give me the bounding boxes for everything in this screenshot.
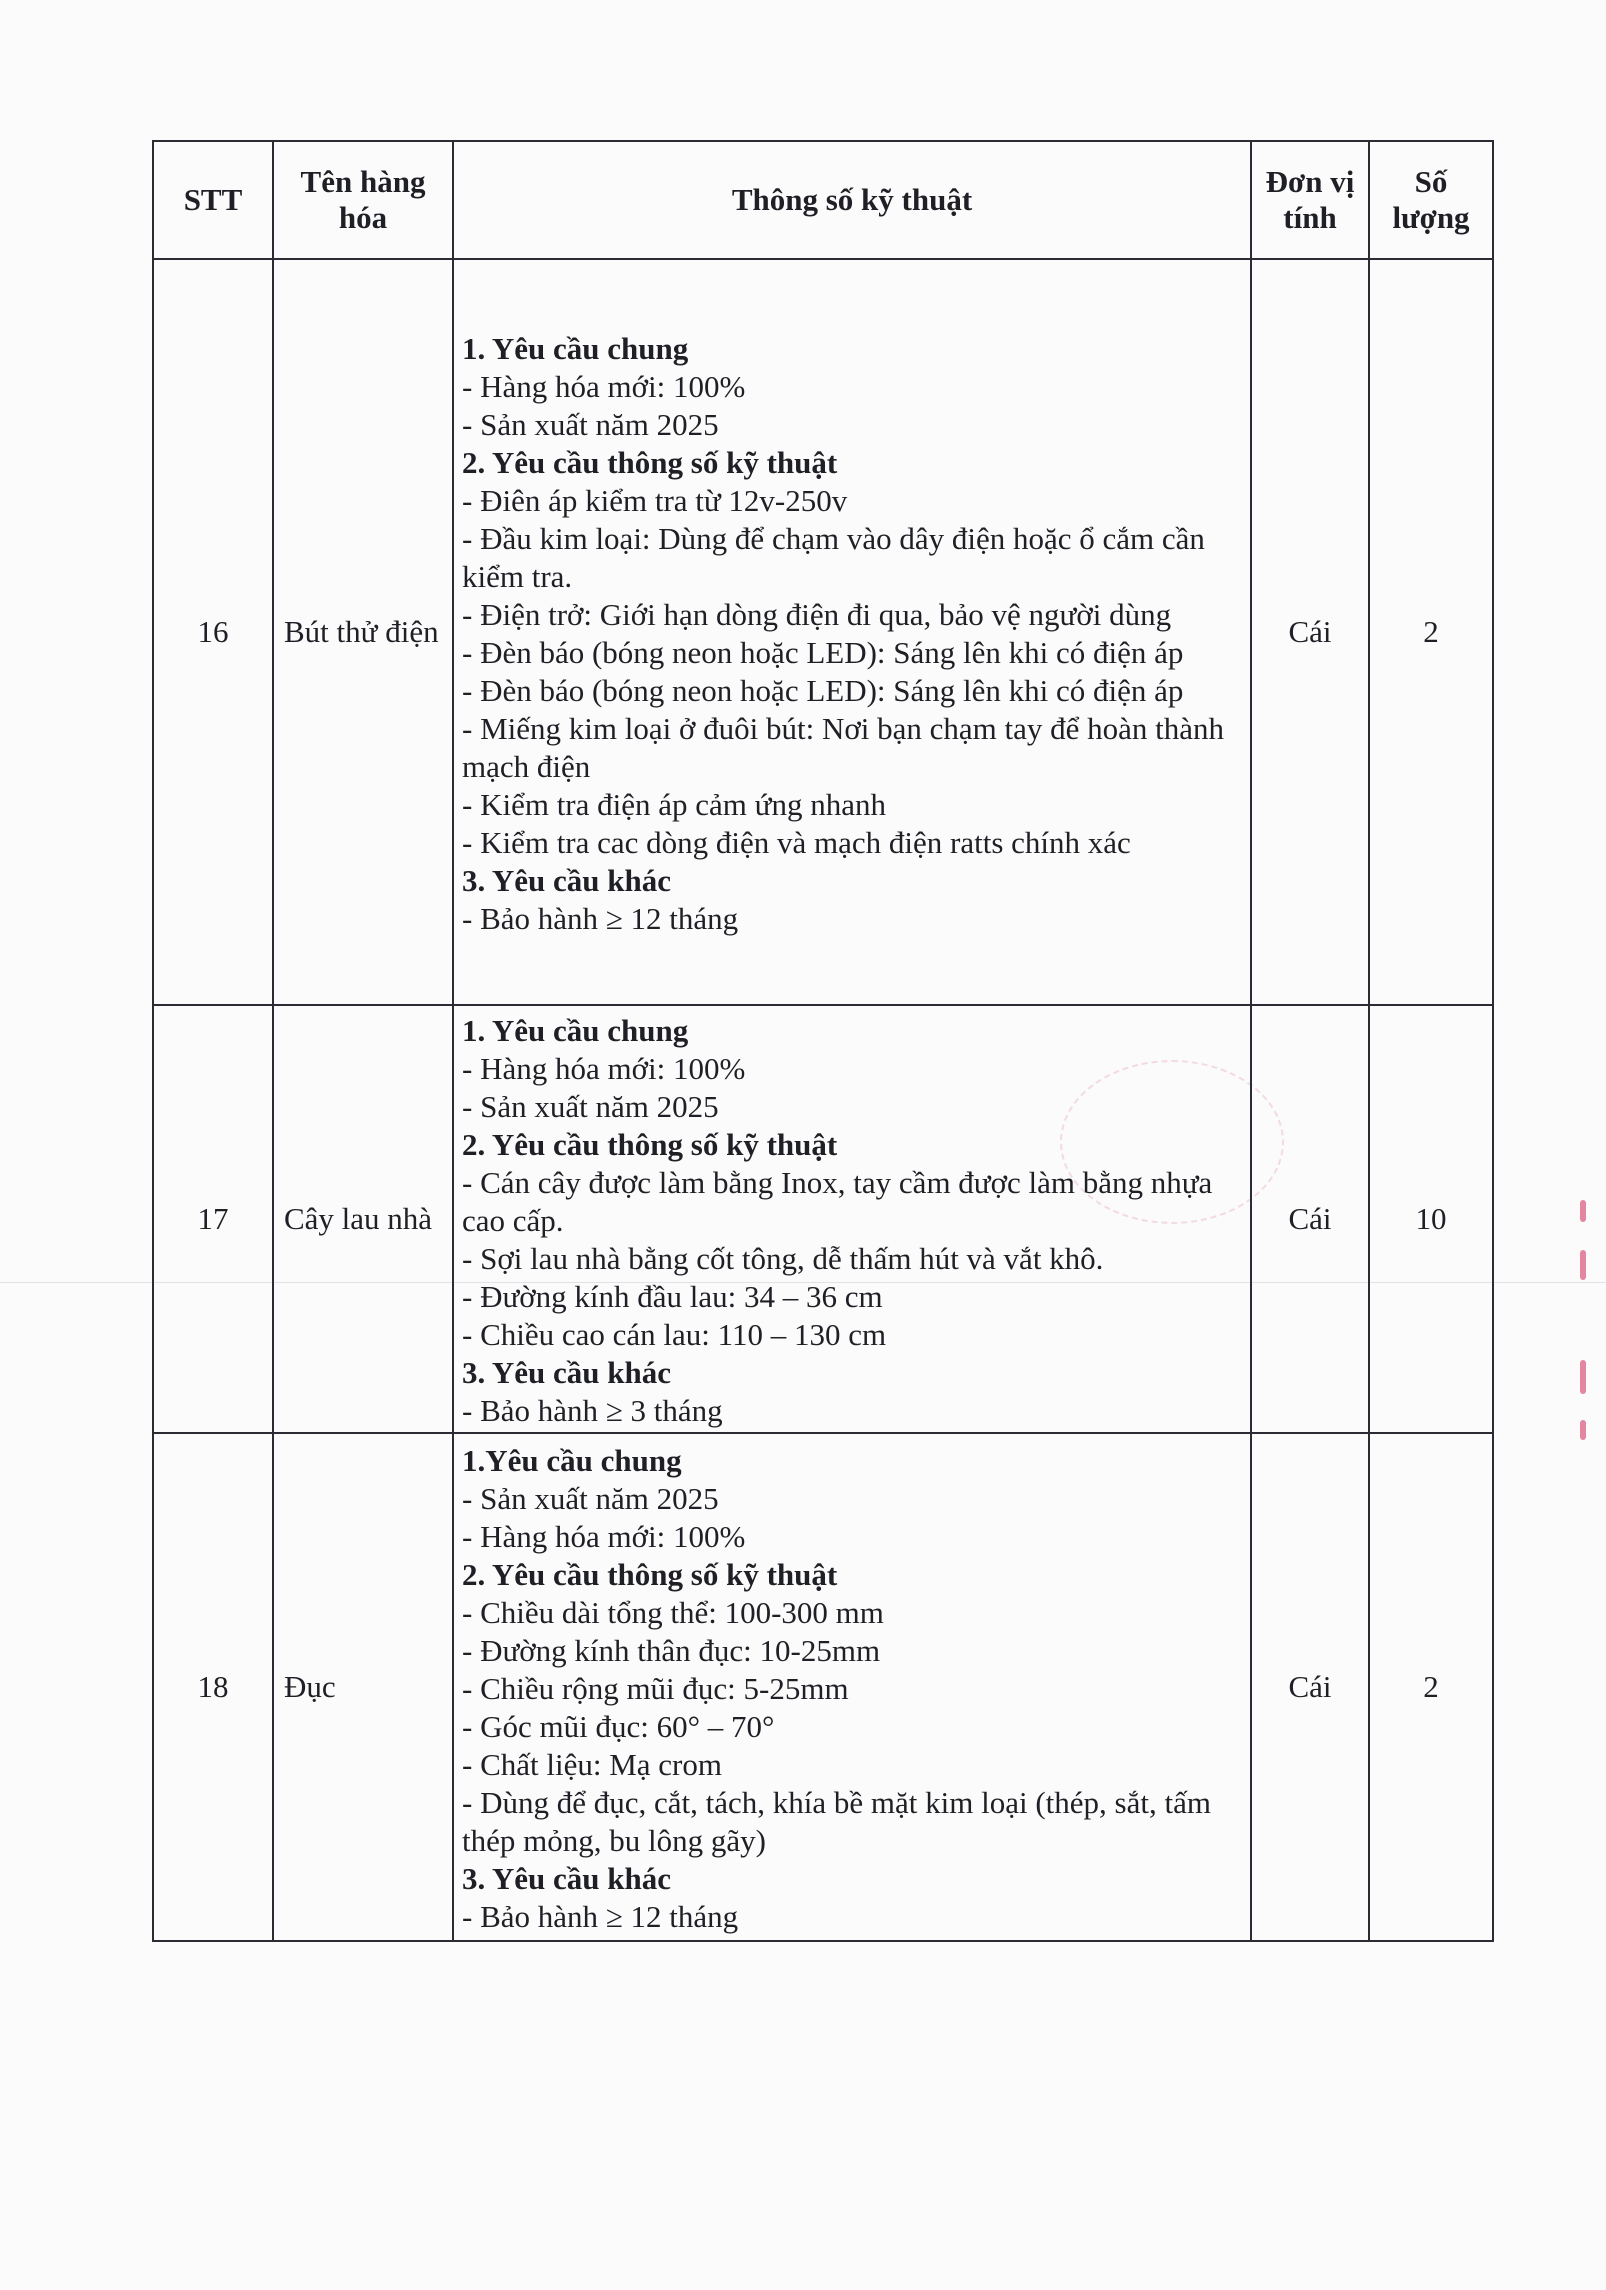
spec-section-heading: 1. Yêu cầu chung <box>462 331 689 366</box>
header-qty: Số lượng <box>1369 141 1493 259</box>
spec-section-heading: 3. Yêu cầu khác <box>462 1861 671 1896</box>
cell-stt: 16 <box>153 259 273 1005</box>
cell-qty: 2 <box>1369 1433 1493 1941</box>
cell-unit: Cái <box>1251 1433 1369 1941</box>
spec-line: - Điên áp kiểm tra từ 12v-250v <box>462 483 848 518</box>
spec-line: - Hàng hóa mới: 100% <box>462 1519 746 1554</box>
cell-spec <box>453 1433 1251 1941</box>
spec-line: - Điện trở: Giới hạn dòng điện đi qua, bảo vệ người dùng <box>462 597 1172 632</box>
spec-section-heading: 2. Yêu cầu thông số kỹ thuật <box>462 445 838 480</box>
spec-section-heading: 3. Yêu cầu khác <box>462 863 671 898</box>
spec-line: - Chiều cao cán lau: 110 – 130 cm <box>462 1317 887 1352</box>
spec-line: - Hàng hóa mới: 100% <box>462 1051 746 1086</box>
cell-unit: Cái <box>1251 259 1369 1005</box>
table-row <box>153 259 1493 1005</box>
spec-line: - Dùng để đục, cắt, tách, khía bề mặt kim loại (thép, sắt, tấm thép mỏng, bu lông gãy) <box>462 1785 1211 1858</box>
margin-mark <box>1580 1250 1586 1280</box>
spec-section-heading: 2. Yêu cầu thông số kỹ thuật <box>462 1127 838 1162</box>
spec-line: - Miếng kim loại ở đuôi bút: Nơi bạn chạm tay để hoàn thành mạch điện <box>462 711 1224 784</box>
spec-section-heading: 3. Yêu cầu khác <box>462 1355 671 1390</box>
cell-name: Đục <box>273 1433 453 1941</box>
spec-line: - Kiểm tra điện áp cảm ứng nhanh <box>462 787 886 822</box>
spec-line: - Cán cây được làm bằng Inox, tay cầm được làm bằng nhựa cao cấp. <box>462 1165 1213 1238</box>
spec-line: - Bảo hành ≥ 12 tháng <box>462 901 739 936</box>
cell-qty: 2 <box>1369 259 1493 1005</box>
spec-line: - Đường kính đầu lau: 34 – 36 cm <box>462 1279 883 1314</box>
spec-line: - Sản xuất năm 2025 <box>462 1089 719 1124</box>
spec-line: - Góc mũi đục: 60° – 70° <box>462 1709 775 1744</box>
margin-mark <box>1580 1360 1586 1394</box>
cell-name: Bút thử điện <box>273 259 453 1005</box>
margin-mark <box>1580 1200 1586 1222</box>
spec-line: - Đèn báo (bóng neon hoặc LED): Sáng lên khi có điện áp <box>462 673 1184 708</box>
spec-line: - Chiều rộng mũi đục: 5-25mm <box>462 1671 849 1706</box>
spec-section-heading: 1.Yêu cầu chung <box>462 1443 682 1478</box>
margin-mark <box>1580 1420 1586 1440</box>
spec-line: - Sợi lau nhà bằng cốt tông, dễ thấm hút và vắt khô. <box>462 1241 1104 1276</box>
header-stt: STT <box>153 141 273 259</box>
table-row <box>153 1005 1493 1433</box>
header-unit: Đơn vị tính <box>1251 141 1369 259</box>
cell-spec <box>453 1005 1251 1433</box>
table-row <box>153 1433 1493 1941</box>
spec-line: - Sản xuất năm 2025 <box>462 1481 719 1516</box>
spec-line: - Sản xuất năm 2025 <box>462 407 719 442</box>
header-spec: Thông số kỹ thuật <box>453 141 1251 259</box>
cell-stt: 18 <box>153 1433 273 1941</box>
spec-section-heading: 2. Yêu cầu thông số kỹ thuật <box>462 1557 838 1592</box>
spec-line: - Bảo hành ≥ 3 tháng <box>462 1393 723 1428</box>
cell-unit: Cái <box>1251 1005 1369 1433</box>
specification-table <box>152 140 1494 1942</box>
spec-line: - Hàng hóa mới: 100% <box>462 369 746 404</box>
cell-qty: 10 <box>1369 1005 1493 1433</box>
cell-name: Cây lau nhà <box>273 1005 453 1433</box>
header-name: Tên hàng hóa <box>273 141 453 259</box>
spec-line: - Bảo hành ≥ 12 tháng <box>462 1899 739 1934</box>
table-header-row <box>153 141 1493 259</box>
spec-line: - Đường kính thân đục: 10-25mm <box>462 1633 881 1668</box>
spec-line: - Đầu kim loại: Dùng để chạm vào dây điện hoặc ổ cắm cần kiểm tra. <box>462 521 1205 594</box>
spec-line: - Chiều dài tổng thể: 100-300 mm <box>462 1595 884 1630</box>
cell-spec <box>453 259 1251 1005</box>
cell-stt: 17 <box>153 1005 273 1433</box>
spec-section-heading: 1. Yêu cầu chung <box>462 1013 689 1048</box>
spec-line: - Kiểm tra cac dòng điện và mạch điện ratts chính xác <box>462 825 1131 860</box>
spec-line: - Đèn báo (bóng neon hoặc LED): Sáng lên khi có điện áp <box>462 635 1184 670</box>
spec-line: - Chất liệu: Mạ crom <box>462 1747 722 1782</box>
